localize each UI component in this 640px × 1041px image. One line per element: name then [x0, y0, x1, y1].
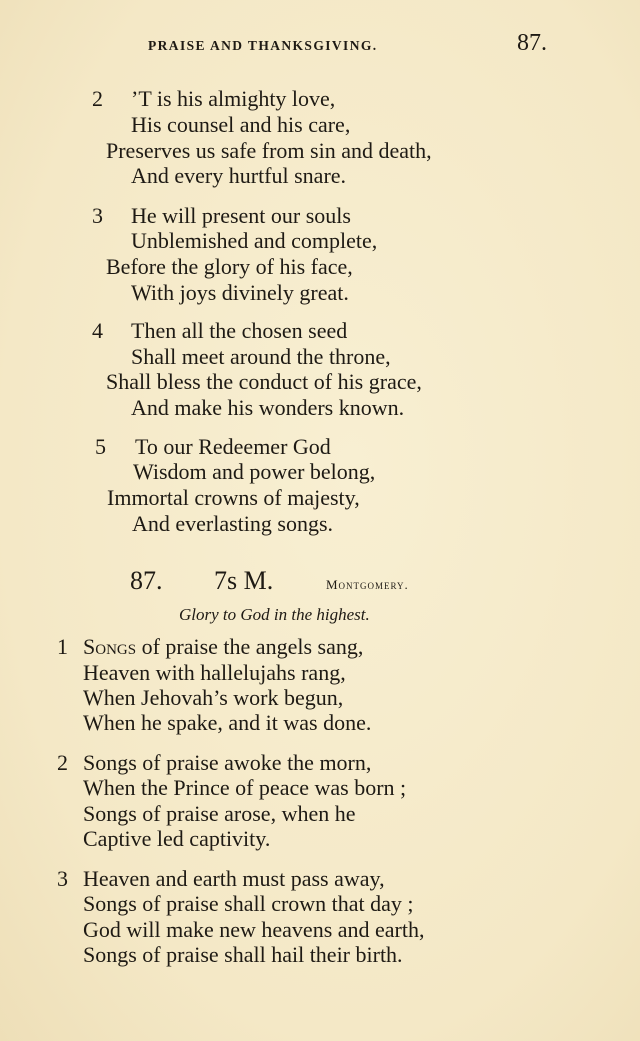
hymn-subtitle: Glory to God in the highest.: [179, 605, 370, 624]
page-number: 87.: [517, 30, 547, 56]
verse-line: Shall bless the conduct of his grace,: [106, 369, 422, 394]
stanza-number: 4: [92, 318, 103, 343]
hymn-meter: 7s M.: [214, 566, 274, 595]
verse-line: Preserves us safe from sin and death,: [106, 138, 432, 163]
verse-line: When he spake, and it was done.: [83, 710, 372, 735]
verse-line: Songs of praise arose, when he: [83, 801, 356, 826]
verse-line: Songs of praise shall hail their birth.: [83, 942, 403, 967]
verse-line: His counsel and his care,: [131, 112, 351, 137]
stanza-number: 5: [95, 434, 106, 459]
verse-line: When the Prince of peace was born ;: [83, 775, 407, 800]
verse-line: Heaven with hallelujahs rang,: [83, 660, 346, 685]
verse-line: When Jehovah’s work begun,: [83, 685, 344, 710]
verse-line: With joys divinely great.: [131, 280, 349, 305]
verse-line: Unblemished and complete,: [131, 228, 378, 253]
verse-line: [83, 634, 363, 660]
verse-line: Shall meet around the throne,: [131, 344, 391, 369]
verse-line: Heaven and earth must pass away,: [83, 866, 385, 891]
verse-line: Before the glory of his face,: [106, 254, 353, 279]
verse-line: He will present our souls: [131, 203, 351, 228]
hymn-number: 87.: [130, 566, 163, 595]
running-header-title: PRAISE AND THANKSGIVING.: [148, 38, 378, 53]
verse-line: And everlasting songs.: [132, 511, 334, 536]
verse-line: God will make new heavens and earth,: [83, 917, 425, 942]
verse-line: Songs of praise shall crown that day ;: [83, 891, 414, 916]
stanza-number: 2: [92, 86, 103, 111]
verse-line: And make his wonders known.: [131, 395, 405, 420]
verse-line: Then all the chosen seed: [131, 318, 348, 343]
verse-line: To our Redeemer God: [135, 434, 331, 459]
verse-line: And every hurtful snare.: [131, 163, 347, 188]
verse-line: Captive led captivity.: [83, 826, 271, 851]
hymn-author: Montgomery.: [326, 577, 409, 592]
verse-line: ’T is his almighty love,: [131, 86, 336, 111]
verse-line-rest: of praise the angels sang,: [141, 634, 364, 659]
stanza-number: 3: [57, 866, 68, 891]
verse-line: Wisdom and power belong,: [133, 459, 376, 484]
stanza-number: 2: [57, 750, 68, 775]
first-word: Songs: [83, 634, 137, 659]
stanza-number: 3: [92, 203, 103, 228]
stanza-number: 1: [57, 634, 68, 659]
verse-line: Immortal crowns of majesty,: [107, 485, 360, 510]
verse-line: Songs of praise awoke the morn,: [83, 750, 372, 775]
